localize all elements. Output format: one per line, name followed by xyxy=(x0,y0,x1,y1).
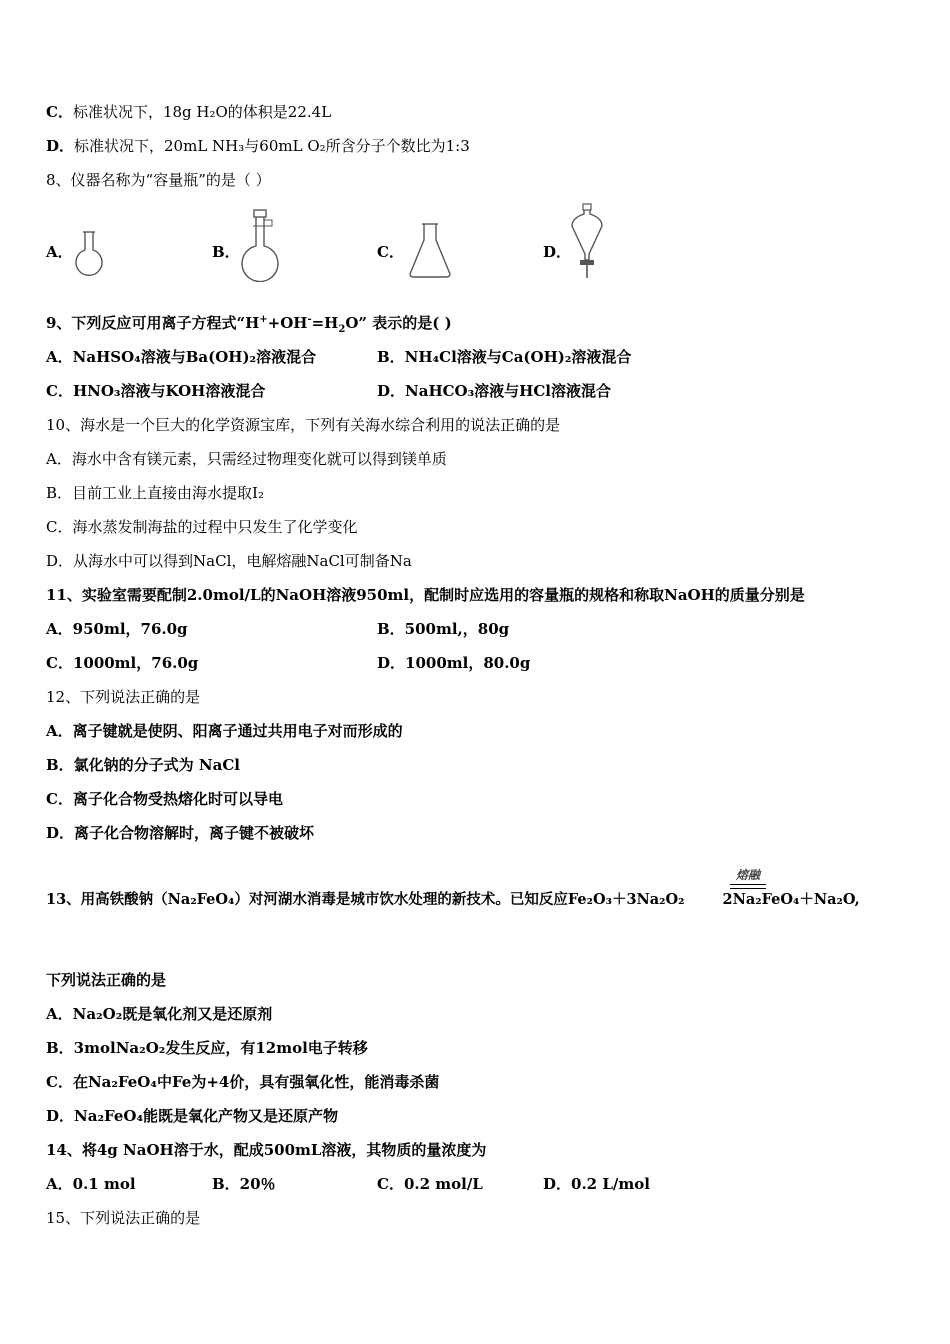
conical-flask-icon xyxy=(406,222,454,280)
volumetric-flask-icon xyxy=(234,208,288,282)
q11-option-b: B．500ml,，80g xyxy=(377,620,510,638)
q9-stem: 9、下列反应可用离子方程式“$H^++OH^-=H_2O$” 表示的是( ) xyxy=(46,314,452,335)
q13-stem-2: 下列说法正确的是 xyxy=(46,971,167,989)
q9-option-c: C．HNO₃溶液与KOH溶液混合 xyxy=(46,382,266,400)
q11-option-d: D．1000ml，80.0g xyxy=(377,654,531,672)
q9-option-b: B．NH₄Cl溶液与Ca(OH)₂溶液混合 xyxy=(377,348,632,366)
separatory-funnel-icon xyxy=(566,202,608,282)
q12-option-d: D．离子化合物溶解时，离子键不被破坏 xyxy=(46,824,315,842)
reaction-condition: 熔融 xyxy=(735,868,760,882)
q10-stem: 10、海水是一个巨大的化学资源宝库，下列有关海水综合利用的说法正确的是 xyxy=(46,416,561,434)
q14-stem: 14、将4g NaOH溶于水，配成500mL溶液，其物质的量浓度为 xyxy=(46,1141,487,1159)
q8-option-a-label: A． xyxy=(46,243,73,261)
round-bottom-flask-icon xyxy=(72,230,106,282)
q7-option-d: D．标准状况下，20mL NH₃与60mL O₂所含分子个数比为1:3 xyxy=(46,137,470,155)
q13-option-c: C．在Na₂FeO₄中Fe为+4价，具有强氧化性，能消毒杀菌 xyxy=(46,1073,440,1091)
q11-option-c: C．1000ml，76.0g xyxy=(46,654,199,672)
q12-option-b: B．氯化钠的分子式为 NaCl xyxy=(46,756,240,774)
q8-option-c-label: C． xyxy=(377,243,404,261)
equals-bar-top xyxy=(730,884,766,885)
q10-option-a: A．海水中含有镁元素，只需经过物理变化就可以得到镁单质 xyxy=(46,450,447,468)
q11-stem: 11、实验室需要配制2.0mol/L的NaOH溶液950ml，配制时应选用的容量瓶的规格和称取NaOH的质量分别是 xyxy=(46,586,805,604)
q12-option-c: C．离子化合物受热熔化时可以导电 xyxy=(46,790,283,808)
equals-bar-bottom xyxy=(730,888,766,889)
q13-option-d: D．Na₂FeO₄能既是氧化产物又是还原产物 xyxy=(46,1107,339,1125)
q12-option-a: A．离子键就是使阴、阳离子通过共用电子对而形成的 xyxy=(46,722,403,740)
q14-option-d: D．0.2 L/mol xyxy=(543,1175,650,1193)
q14-option-b: B．20％ xyxy=(212,1175,276,1193)
q8-stem: 8、仪器名称为“容量瓶”的是（ ） xyxy=(46,171,271,189)
q14-option-c: C．0.2 mol/L xyxy=(377,1175,483,1193)
q15-stem: 15、下列说法正确的是 xyxy=(46,1209,201,1227)
q10-option-d: D．从海水中可以得到NaCl，电解熔融NaCl可制备Na xyxy=(46,552,412,570)
q9-option-d: D．NaHCO₃溶液与HCl溶液混合 xyxy=(377,382,611,400)
q13-option-a: A．Na₂O₂既是氧化剂又是还原剂 xyxy=(46,1005,273,1023)
q10-option-b: B．目前工业上直接由海水提取I₂ xyxy=(46,484,264,502)
q10-option-c: C．海水蒸发制海盐的过程中只发生了化学变化 xyxy=(46,518,358,536)
q13-option-b: B．3molNa₂O₂发生反应，有12mol电子转移 xyxy=(46,1039,368,1057)
q13-stem: 13、用高铁酸钠（Na₂FeO₄）对河湖水消毒是城市饮水处理的新技术。已知反应Fe₂O₃＋3Na₂O₂ 2Na₂FeO₄＋Na₂O, xyxy=(46,891,860,908)
q8-option-b-label: B． xyxy=(212,243,240,261)
q11-option-a: A．950ml，76.0g xyxy=(46,620,188,638)
q12-stem: 12、下列说法正确的是 xyxy=(46,688,201,706)
q8-option-d-label: D． xyxy=(543,243,572,261)
q14-option-a: A．0.1 mol xyxy=(46,1175,136,1193)
q7-option-c: C．标准状况下，18g H₂O的体积是22.4L xyxy=(46,103,332,121)
q9-option-a: A．NaHSO₄溶液与Ba(OH)₂溶液混合 xyxy=(46,348,317,366)
